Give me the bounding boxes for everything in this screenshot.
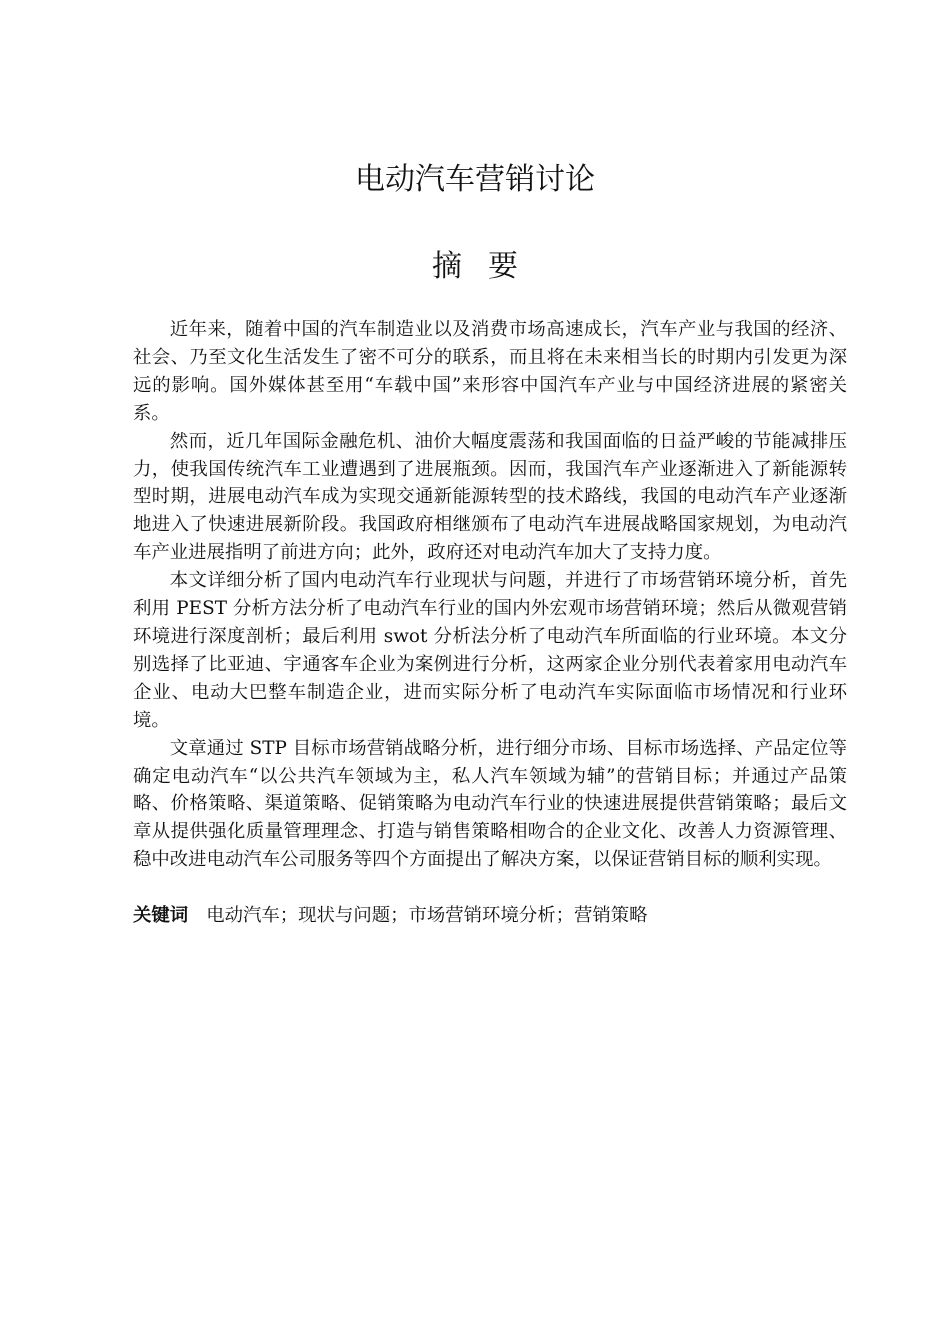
keywords-text: 电动汽车；现状与问题；市场营销环境分析；营销策略 xyxy=(206,905,648,926)
abstract-heading: 摘要 xyxy=(432,249,544,284)
abstract-body xyxy=(133,316,847,874)
keywords-label: 关键词 xyxy=(133,905,189,926)
document-title: 电动汽车营销讨论 xyxy=(355,162,595,197)
abstract-paragraph-4: 文章通过 STP 目标市场营销战略分析，进行细分市场、目标市场选择、产品定位等确定电动汽车“以公共汽车领域为主，私人汽车领域为辅”的营销目标；并通过产品策略、价格策略、渠道策略、促销策略为电动汽车行业的快速进展提供营销策略；最后文章从提供强化质量管理理念、打造与销售策略相吻合的企业文化、改善人力资源管理、稳中改进电动汽车公司服务等四个方面提出了解决方案，以保证营销目标的顺利实现。 xyxy=(133,737,847,871)
abstract-paragraph-1: 近年来，随着中国的汽车制造业以及消费市场高速成长，汽车产业与我国的经济、社会、乃至文化生活发生了密不可分的联系，而且将在未来相当长的时期内引发更为深远的影响。国外媒体甚至用“车载中国”来形容中国汽车产业与中国经济进展的紧密关系。 xyxy=(133,319,847,424)
abstract-paragraph-2: 然而，近几年国际金融危机、油价大幅度震荡和我国面临的日益严峻的节能减排压力，使我国传统汽车工业遭遇到了进展瓶颈。因而，我国汽车产业逐渐进入了新能源转型时期，进展电动汽车成为实现交通新能源转型的技术路线，我国的电动汽车产业逐渐地进入了快速进展新阶段。我国政府相继颁布了电动汽车进展战略国家规划，为电动汽车产业进展指明了前进方向；此外，政府还对电动汽车加大了支持力度。 xyxy=(133,430,847,564)
abstract-paragraph-3: 本文详细分析了国内电动汽车行业现状与问题，并进行了市场营销环境分析，首先利用 PEST 分析方法分析了电动汽车行业的国内外宏观市场营销环境；然后从微观营销环境进行深度剖析；最后利用 swot 分析法分析了电动汽车所面临的行业环境。本文分别选择了比亚迪、宇通客车企业为案例进行分析，这两家企业分别代表着家用电动汽车企业、电动大巴整车制造企业，进而实际分析了电动汽车实际面临市场情况和行业环境。 xyxy=(133,570,847,731)
keywords-line xyxy=(133,902,847,930)
